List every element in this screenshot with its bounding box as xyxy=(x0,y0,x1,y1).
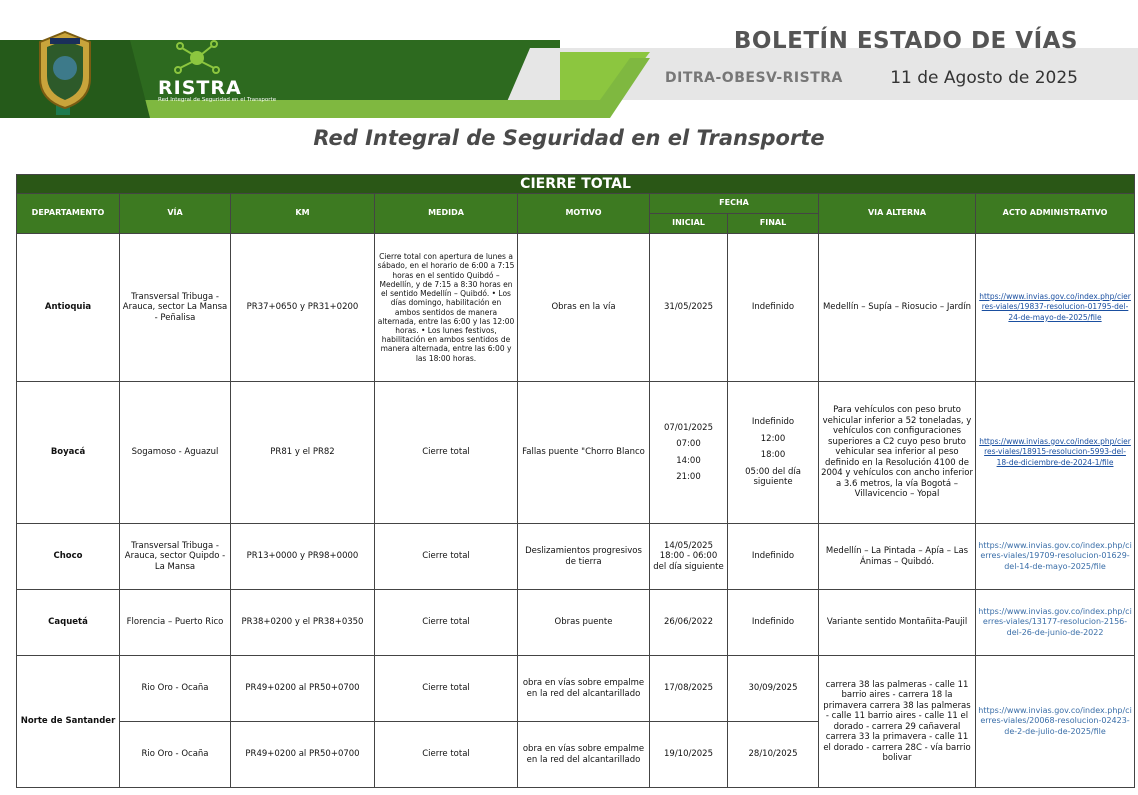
table-header-row xyxy=(17,194,1135,214)
cell-via: Transversal Tribuga - Arauca, sector Quipdo - La Mansa xyxy=(120,524,231,590)
document-date: 11 de Agosto de 2025 xyxy=(890,68,1078,88)
policia-nacional-shield-icon xyxy=(36,30,94,110)
final-line: Indefinido xyxy=(751,417,795,428)
header-km: KM xyxy=(231,194,375,234)
cell-medida: Cierre total xyxy=(375,722,518,788)
inicial-line: 07:00 xyxy=(676,439,701,449)
page-title: BOLETÍN ESTADO DE VÍAS xyxy=(733,28,1078,54)
cell-motivo: obra en vías sobre empalme en la red del alcantarillado xyxy=(518,722,650,788)
cell-via: Rio Oro - Ocaña xyxy=(120,722,231,788)
header-medida: MEDIDA xyxy=(375,194,518,234)
cell-medida: Cierre total xyxy=(375,656,518,722)
acto-link[interactable]: https://www.invias.gov.co/index.php/cierres-viales/13177-resolucion-2156-del-26-de-junio-de-2022 xyxy=(978,606,1132,637)
table-row xyxy=(17,656,1135,722)
cell-medida: Cierre total con apertura de lunes a sábado, en el horario de 6:00 a 7:15 horas en el sentido Quibdó – Medellín, y de 7:15 a 8:30 horas en el sentido Medellín – Quibdó. • Los días domingo, habilitación en ambos sentidos de manera alternada, entre las 6:00 y las 12:00 horas. • Los lunes festivos, habilitación en ambos sentidos de manera alternada, entre las 6:00 y las 18:00 horas. xyxy=(375,234,518,382)
cell-medida: Cierre total xyxy=(375,524,518,590)
final-line: 18:00 xyxy=(760,450,786,461)
acto-link[interactable]: https://www.invias.gov.co/index.php/cierres-viales/19837-resolucion-01795-del-24-de-mayo-de-2025/file xyxy=(979,291,1131,322)
cell-km: PR49+0200 al PR50+0700 xyxy=(231,722,375,788)
document-code: DITRA-OBESV-RISTRA xyxy=(665,70,843,86)
table-caption: CIERRE TOTAL xyxy=(17,175,1135,194)
cell-final: Indefinido xyxy=(728,590,819,656)
ristra-network-icon xyxy=(172,38,222,78)
acto-link[interactable]: https://www.invias.gov.co/index.php/cierres-viales/18915-resolucion-5993-del-18-de-diciembre-de-2024-1/file xyxy=(979,436,1131,467)
cell-departamento: Norte de Santander xyxy=(17,656,120,788)
cell-acto xyxy=(976,382,1135,524)
header-acto: ACTO ADMINISTRATIVO xyxy=(976,194,1135,234)
table-row xyxy=(17,234,1135,382)
cell-final: Indefinido xyxy=(728,234,819,382)
cell-departamento: Boyacá xyxy=(17,382,120,524)
cell-acto xyxy=(976,234,1135,382)
cell-departamento: Caquetá xyxy=(17,590,120,656)
table-row xyxy=(17,590,1135,656)
cell-via: Transversal Tribuga - Arauca, sector La Mansa - Peñalisa xyxy=(120,234,231,382)
table-row xyxy=(17,524,1135,590)
inicial-line: 14:00 xyxy=(676,455,701,466)
cell-via: Sogamoso - Aguazul xyxy=(120,382,231,524)
cell-via-alterna: Variante sentido Montañita-Paujil xyxy=(819,590,976,656)
header-departamento: DEPARTAMENTO xyxy=(17,194,120,234)
cell-motivo: Fallas puente "Chorro Blanco xyxy=(518,382,650,524)
cell-inicial: 19/10/2025 xyxy=(650,722,728,788)
cell-inicial: 31/05/2025 xyxy=(650,234,728,382)
cell-via: Florencia – Puerto Rico xyxy=(120,590,231,656)
cell-motivo: Deslizamientos progresivos de tierra xyxy=(518,524,650,590)
cell-acto xyxy=(976,656,1135,788)
cell-final: 30/09/2025 xyxy=(728,656,819,722)
cell-km: PR49+0200 al PR50+0700 xyxy=(231,656,375,722)
cell-motivo: obra en vías sobre empalme en la red del alcantarillado xyxy=(518,656,650,722)
header-final: FINAL xyxy=(728,214,819,234)
cell-km: PR37+0650 y PR31+0200 xyxy=(231,234,375,382)
cell-inicial: 26/06/2022 xyxy=(650,590,728,656)
cell-km: PR13+0000 y PR98+0000 xyxy=(231,524,375,590)
cell-medida: Cierre total xyxy=(375,382,518,524)
header-inicial: INICIAL xyxy=(650,214,728,234)
cell-acto xyxy=(976,590,1135,656)
inicial-line: 07/01/2025 xyxy=(664,422,713,433)
closures-table xyxy=(16,174,1135,788)
header-via-alterna: VIA ALTERNA xyxy=(819,194,976,234)
table-caption-row xyxy=(17,175,1135,194)
cell-motivo: Obras puente xyxy=(518,590,650,656)
header-banner xyxy=(0,0,1138,118)
ristra-logo-subtext: Red Integral de Seguridad en el Transporte xyxy=(158,97,277,103)
header-motivo: MOTIVO xyxy=(518,194,650,234)
cell-departamento: Antioquia xyxy=(17,234,120,382)
cell-final: 28/10/2025 xyxy=(728,722,819,788)
cell-via-alterna: carrera 38 las palmeras - calle 11 barrio aires - carrera 18 la primavera carrera 38 las palmeras - calle 11 barrio aires - calle 11 el dorado - carrera 29 cañaveral carrera 33 la primavera - calle 11 el dorado - carrera 28C - vía barrio bolivar xyxy=(819,656,976,788)
cell-via-alterna: Para vehículos con peso bruto vehicular inferior a 52 toneladas, y vehículos con configuraciones superiores a C2 cuyo peso bruto vehicular sea inferior al peso definido en la Resolución 4100 de 2004 y vehículos con ancho inferior a 3.6 metros, la vía Bogotá – Villavicencio – Yopal xyxy=(819,382,976,524)
cell-km: PR38+0200 y el PR38+0350 xyxy=(231,590,375,656)
cell-final: Indefinido xyxy=(728,524,819,590)
cell-via-alterna: Medellín – Supía – Riosucio – Jardín xyxy=(819,234,976,382)
inicial-line: 21:00 xyxy=(676,472,701,482)
cell-km: PR81 y el PR82 xyxy=(231,382,375,524)
ristra-logo-text: RISTRA xyxy=(158,77,242,99)
cell-via: Rio Oro - Ocaña xyxy=(120,656,231,722)
final-line: 05:00 del día siguiente xyxy=(745,466,801,488)
final-line: 12:00 xyxy=(760,433,786,444)
cell-final xyxy=(728,382,819,524)
acto-link[interactable]: https://www.invias.gov.co/index.php/cierres-viales/20068-resolucion-02423-de-2-de-julio-de-2025/file xyxy=(978,705,1132,736)
acto-link[interactable]: https://www.invias.gov.co/index.php/cierres-viales/19709-resolucion-01629-del-14-de-mayo-2025/file xyxy=(978,540,1132,571)
cell-via-alterna: Medellín – La Pintada – Apía – Las Ánimas – Quibdó. xyxy=(819,524,976,590)
cell-motivo: Obras en la vía xyxy=(518,234,650,382)
cell-acto xyxy=(976,524,1135,590)
header-fecha: FECHA xyxy=(650,194,819,214)
cell-departamento: Choco xyxy=(17,524,120,590)
table-row xyxy=(17,382,1135,524)
cell-inicial: 17/08/2025 xyxy=(650,656,728,722)
cell-inicial xyxy=(650,382,728,524)
cell-inicial: 14/05/2025 18:00 - 06:00 del día siguiente xyxy=(650,524,728,590)
page-subtitle: Red Integral de Seguridad en el Transporte xyxy=(313,126,825,150)
header-via: VÍA xyxy=(120,194,231,234)
cell-medida: Cierre total xyxy=(375,590,518,656)
